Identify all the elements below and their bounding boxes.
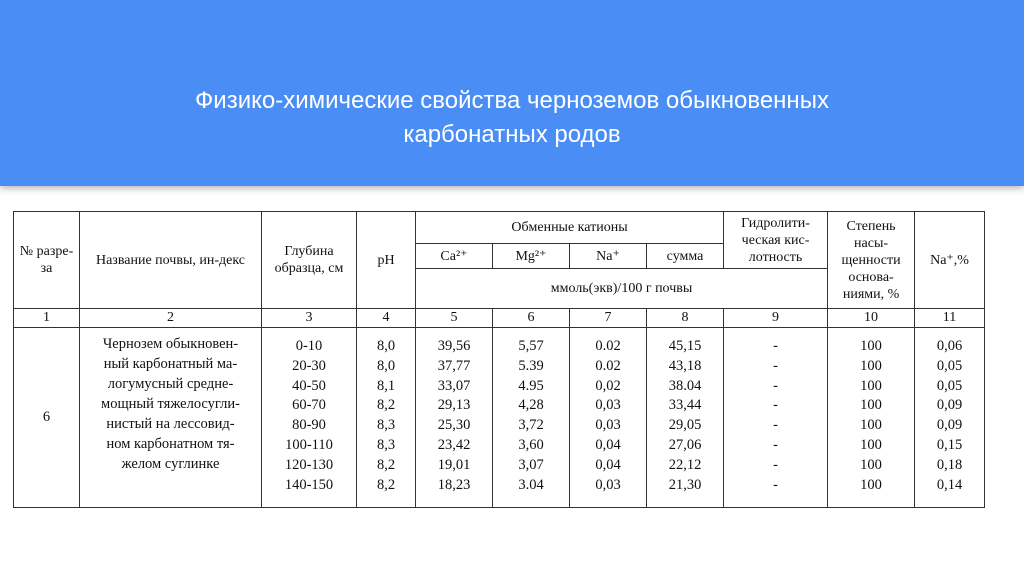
mg-value: 4,28 bbox=[518, 397, 544, 414]
title-line-1: Физико-химические свойства черноземов обыкновенных bbox=[195, 87, 829, 114]
title-line-2: карбонатных родов bbox=[403, 121, 621, 148]
mg-column bbox=[493, 328, 570, 508]
na-pct-value: 0,05 bbox=[936, 377, 963, 394]
na-pct-value: 0,14 bbox=[936, 476, 963, 493]
header-no: № разре-за bbox=[14, 212, 80, 309]
mg-value: 3.04 bbox=[518, 476, 544, 493]
header-na-pct: Na⁺,% bbox=[915, 212, 985, 309]
column-number: 6 bbox=[493, 309, 570, 328]
ph-value: 8,1 bbox=[376, 377, 396, 394]
na-value: 0,04 bbox=[595, 436, 621, 453]
ca-value: 29,13 bbox=[437, 397, 471, 414]
sum-value: 43,18 bbox=[668, 357, 702, 374]
ca-value: 39,56 bbox=[437, 338, 471, 354]
depth-value: 120-130 bbox=[284, 456, 334, 473]
mg-value: 5.39 bbox=[518, 357, 544, 374]
column-number: 1 bbox=[14, 309, 80, 328]
column-number: 11 bbox=[915, 309, 985, 328]
sum-value: 21,30 bbox=[668, 476, 702, 493]
na-pct-value: 0,09 bbox=[936, 417, 963, 434]
page-title bbox=[0, 84, 1024, 152]
saturation-value: 100 bbox=[860, 456, 882, 473]
na-pct-column bbox=[915, 328, 985, 508]
mg-value: 3,60 bbox=[518, 436, 544, 453]
mg-value: 5,57 bbox=[518, 338, 544, 354]
hydro-value: - bbox=[773, 397, 778, 414]
ca-column bbox=[416, 328, 493, 508]
sum-column bbox=[647, 328, 724, 508]
hydro-value: - bbox=[773, 456, 778, 473]
hydro-value: - bbox=[773, 417, 778, 434]
ca-value: 19,01 bbox=[437, 456, 471, 473]
depth-column bbox=[262, 328, 357, 508]
na-value: 0,02 bbox=[595, 377, 621, 394]
na-value: 0,03 bbox=[595, 397, 621, 414]
column-number: 3 bbox=[262, 309, 357, 328]
properties-table bbox=[13, 211, 985, 508]
depth-value: 140-150 bbox=[284, 476, 334, 493]
ph-value: 8,0 bbox=[376, 338, 396, 354]
column-number: 5 bbox=[416, 309, 493, 328]
header-depth: Глубина образца, см bbox=[262, 212, 357, 309]
depth-value: 100-110 bbox=[285, 436, 333, 453]
sum-value: 27,06 bbox=[668, 436, 702, 453]
ph-value: 8,2 bbox=[376, 476, 396, 493]
saturation-value: 100 bbox=[860, 357, 882, 374]
saturation-value: 100 bbox=[860, 377, 882, 394]
soil-name: Чернозем обыкновен- ный карбонатный ма- логумусный средне- мощный тяжелосугли- нистый на лессовид- ном карбонатном тя- желом суглинке bbox=[80, 328, 262, 508]
hydro-value: - bbox=[773, 436, 778, 453]
column-number: 2 bbox=[80, 309, 262, 328]
ca-value: 23,42 bbox=[437, 436, 471, 453]
ca-value: 33,07 bbox=[437, 377, 471, 394]
header-sum: сумма bbox=[647, 244, 724, 269]
saturation-value: 100 bbox=[860, 417, 882, 434]
ph-value: 8,2 bbox=[376, 456, 396, 473]
hydro-value: - bbox=[773, 357, 778, 374]
na-value: 0.02 bbox=[595, 357, 621, 374]
sum-value: 38.04 bbox=[668, 377, 702, 394]
hydro-value: - bbox=[773, 377, 778, 394]
saturation-value: 100 bbox=[860, 476, 882, 493]
saturation-value: 100 bbox=[860, 397, 882, 414]
ph-value: 8,2 bbox=[376, 397, 396, 414]
depth-value: 20-30 bbox=[292, 357, 326, 374]
ph-value: 8,0 bbox=[376, 357, 396, 374]
na-value: 0,03 bbox=[595, 476, 621, 493]
depth-value: 80-90 bbox=[292, 417, 326, 434]
sum-value: 29,05 bbox=[668, 417, 702, 434]
sum-value: 22,12 bbox=[668, 456, 702, 473]
header-mg: Mg²⁺ bbox=[493, 244, 570, 269]
hydro-column bbox=[724, 328, 828, 508]
depth-value: 60-70 bbox=[292, 397, 326, 414]
ph-value: 8,3 bbox=[376, 436, 396, 453]
na-column bbox=[570, 328, 647, 508]
na-value: 0.02 bbox=[595, 338, 621, 354]
mg-value: 3,72 bbox=[518, 417, 544, 434]
column-number: 9 bbox=[724, 309, 828, 328]
na-pct-value: 0,06 bbox=[936, 338, 963, 354]
column-number: 8 bbox=[647, 309, 724, 328]
na-pct-value: 0,05 bbox=[936, 357, 963, 374]
ph-value: 8,3 bbox=[376, 417, 396, 434]
header-units: ммоль(экв)/100 г почвы bbox=[416, 269, 828, 309]
ph-column bbox=[357, 328, 416, 508]
header-ph: pH bbox=[357, 212, 416, 309]
depth-value: 0-10 bbox=[295, 338, 323, 354]
section-number: 6 bbox=[14, 328, 80, 508]
header-name: Название почвы, ин-декс bbox=[80, 212, 262, 309]
na-pct-value: 0,18 bbox=[936, 456, 963, 473]
header-cations: Обменные катионы bbox=[416, 212, 724, 244]
na-pct-value: 0,09 bbox=[936, 397, 963, 414]
header-ca: Ca²⁺ bbox=[416, 244, 493, 269]
saturation-column bbox=[828, 328, 915, 508]
ca-value: 37,77 bbox=[437, 357, 471, 374]
column-number: 7 bbox=[570, 309, 647, 328]
mg-value: 4.95 bbox=[518, 377, 544, 394]
sum-value: 33,44 bbox=[668, 397, 702, 414]
sum-value: 45,15 bbox=[668, 338, 702, 354]
column-number: 10 bbox=[828, 309, 915, 328]
ca-value: 25,30 bbox=[437, 417, 471, 434]
hydro-value: - bbox=[773, 338, 778, 354]
saturation-value: 100 bbox=[860, 338, 882, 354]
na-pct-value: 0,15 bbox=[936, 436, 963, 453]
hydro-value: - bbox=[773, 476, 778, 493]
header-hydro: Гидролити-ческая кис-лотность bbox=[724, 212, 828, 269]
header-saturation: Степень насы-щенности основа-ниями, % bbox=[828, 212, 915, 309]
depth-value: 40-50 bbox=[292, 377, 326, 394]
header-na: Na⁺ bbox=[570, 244, 647, 269]
mg-value: 3,07 bbox=[518, 456, 544, 473]
ca-value: 18,23 bbox=[437, 476, 471, 493]
na-value: 0,03 bbox=[595, 417, 621, 434]
column-number: 4 bbox=[357, 309, 416, 328]
na-value: 0,04 bbox=[595, 456, 621, 473]
saturation-value: 100 bbox=[860, 436, 882, 453]
